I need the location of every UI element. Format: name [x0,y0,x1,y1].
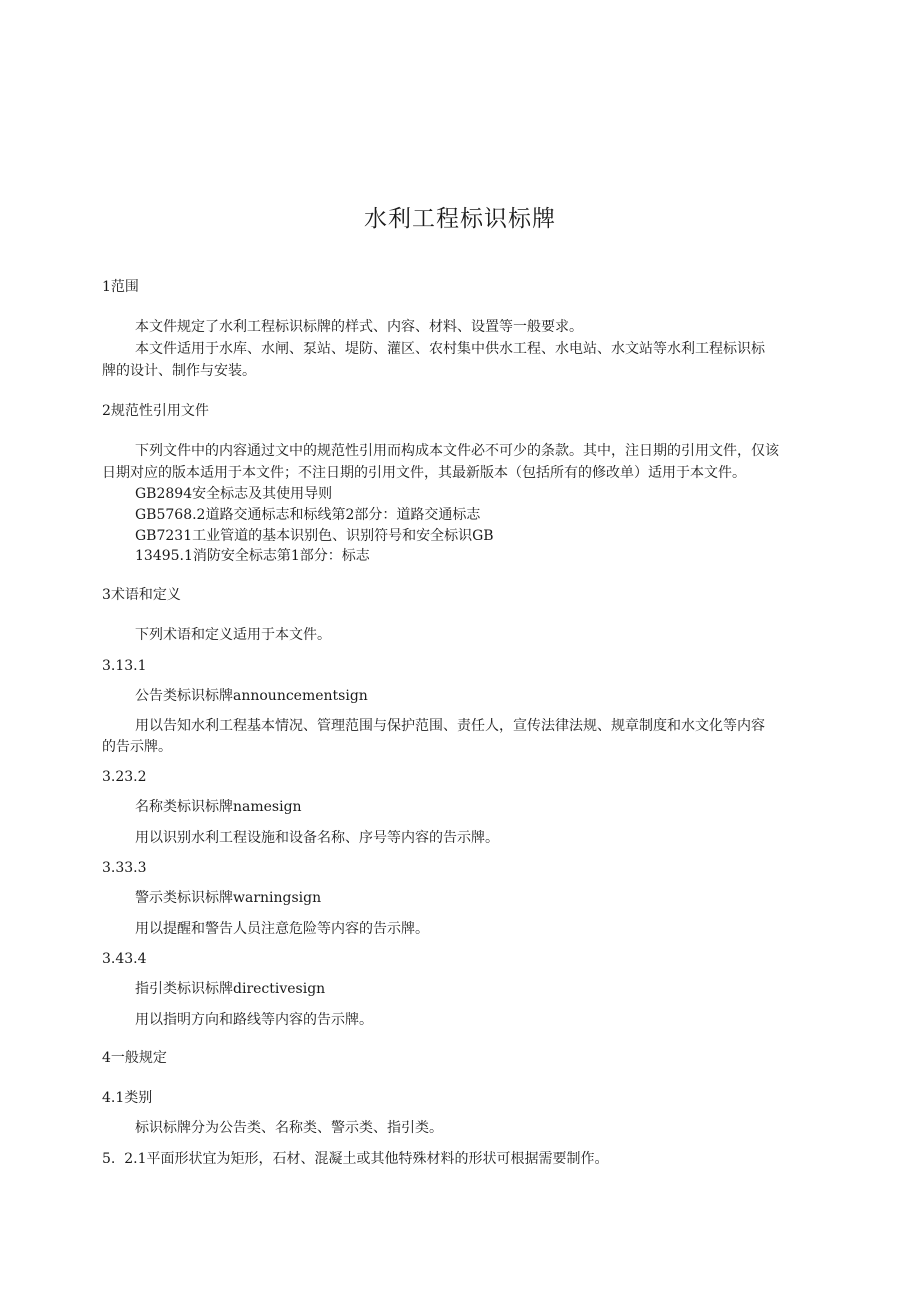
section-3-intro: 下列术语和定义适用于本文件。 [135,627,331,643]
section-1-heading: 1范围 [102,279,139,295]
term-definition-line-1: 用以识别水利工程设施和设备名称、序号等内容的告示牌。 [135,830,499,846]
section-3-heading: 3术语和定义 [102,587,181,603]
section-1-paragraph-2-line-1: 本文件适用于水库、水闸、泵站、堤防、灌区、农村集中供水工程、水电站、水文站等水利工程标识标 [135,341,765,357]
term-number: 3.23.2 [102,769,147,785]
subsection-4-1-heading: 4.1类别 [102,1090,153,1106]
term-number: 3.13.1 [102,658,147,674]
term-definition-line-1: 用以指明方向和路线等内容的告示牌。 [135,1012,373,1028]
section-4-heading: 4一般规定 [102,1050,167,1066]
section-1-paragraph-1: 本文件规定了水利工程标识标牌的样式、内容、材料、设置等一般要求。 [135,319,583,335]
term-definition-line-1: 用以告知水利工程基本情况、管理范围与保护范围、责任人，宣传法律法规、规章制度和水文化等内容 [135,718,765,734]
reference-item: 13495.1消防安全标志第1部分：标志 [135,548,370,564]
document-title: 水利工程标识标牌 [364,206,556,232]
section-2-heading: 2规范性引用文件 [102,403,209,419]
term-name: 警示类标识标牌warningsign [135,890,322,906]
section-1-paragraph-2-line-2: 牌的设计、制作与安装。 [102,363,256,379]
term-name: 指引类标识标牌directivesign [135,981,326,997]
reference-item: GB7231工业管道的基本识别色、识别符号和安全标识GB [135,528,494,544]
item-5-text: 5. 2.1平面形状宜为矩形，石材、混凝土或其他特殊材料的形状可根据需要制作。 [102,1151,609,1167]
reference-item: GB2894安全标志及其使用导则 [135,486,333,502]
section-2-paragraph-line-2: 日期对应的版本适用于本文件；不注日期的引用文件，其最新版本（包括所有的修改单）适用于本文件。 [102,465,746,481]
term-number: 3.33.3 [102,860,147,876]
reference-item: GB5768.2道路交通标志和标线第2部分：道路交通标志 [135,507,481,523]
term-name: 名称类标识标牌namesign [135,799,302,815]
term-definition-line-2: 的告示牌。 [102,739,172,755]
term-name: 公告类标识标牌announcementsign [135,688,368,704]
term-definition-line-1: 用以提醒和警告人员注意危险等内容的告示牌。 [135,921,429,937]
section-2-paragraph-line-1: 下列文件中的内容通过文中的规范性引用而构成本文件必不可少的条款。其中，注日期的引用文件，仅该 [135,443,779,459]
term-number: 3.43.4 [102,951,147,967]
subsection-4-1-text: 标识标牌分为公告类、名称类、警示类、指引类。 [135,1120,443,1136]
